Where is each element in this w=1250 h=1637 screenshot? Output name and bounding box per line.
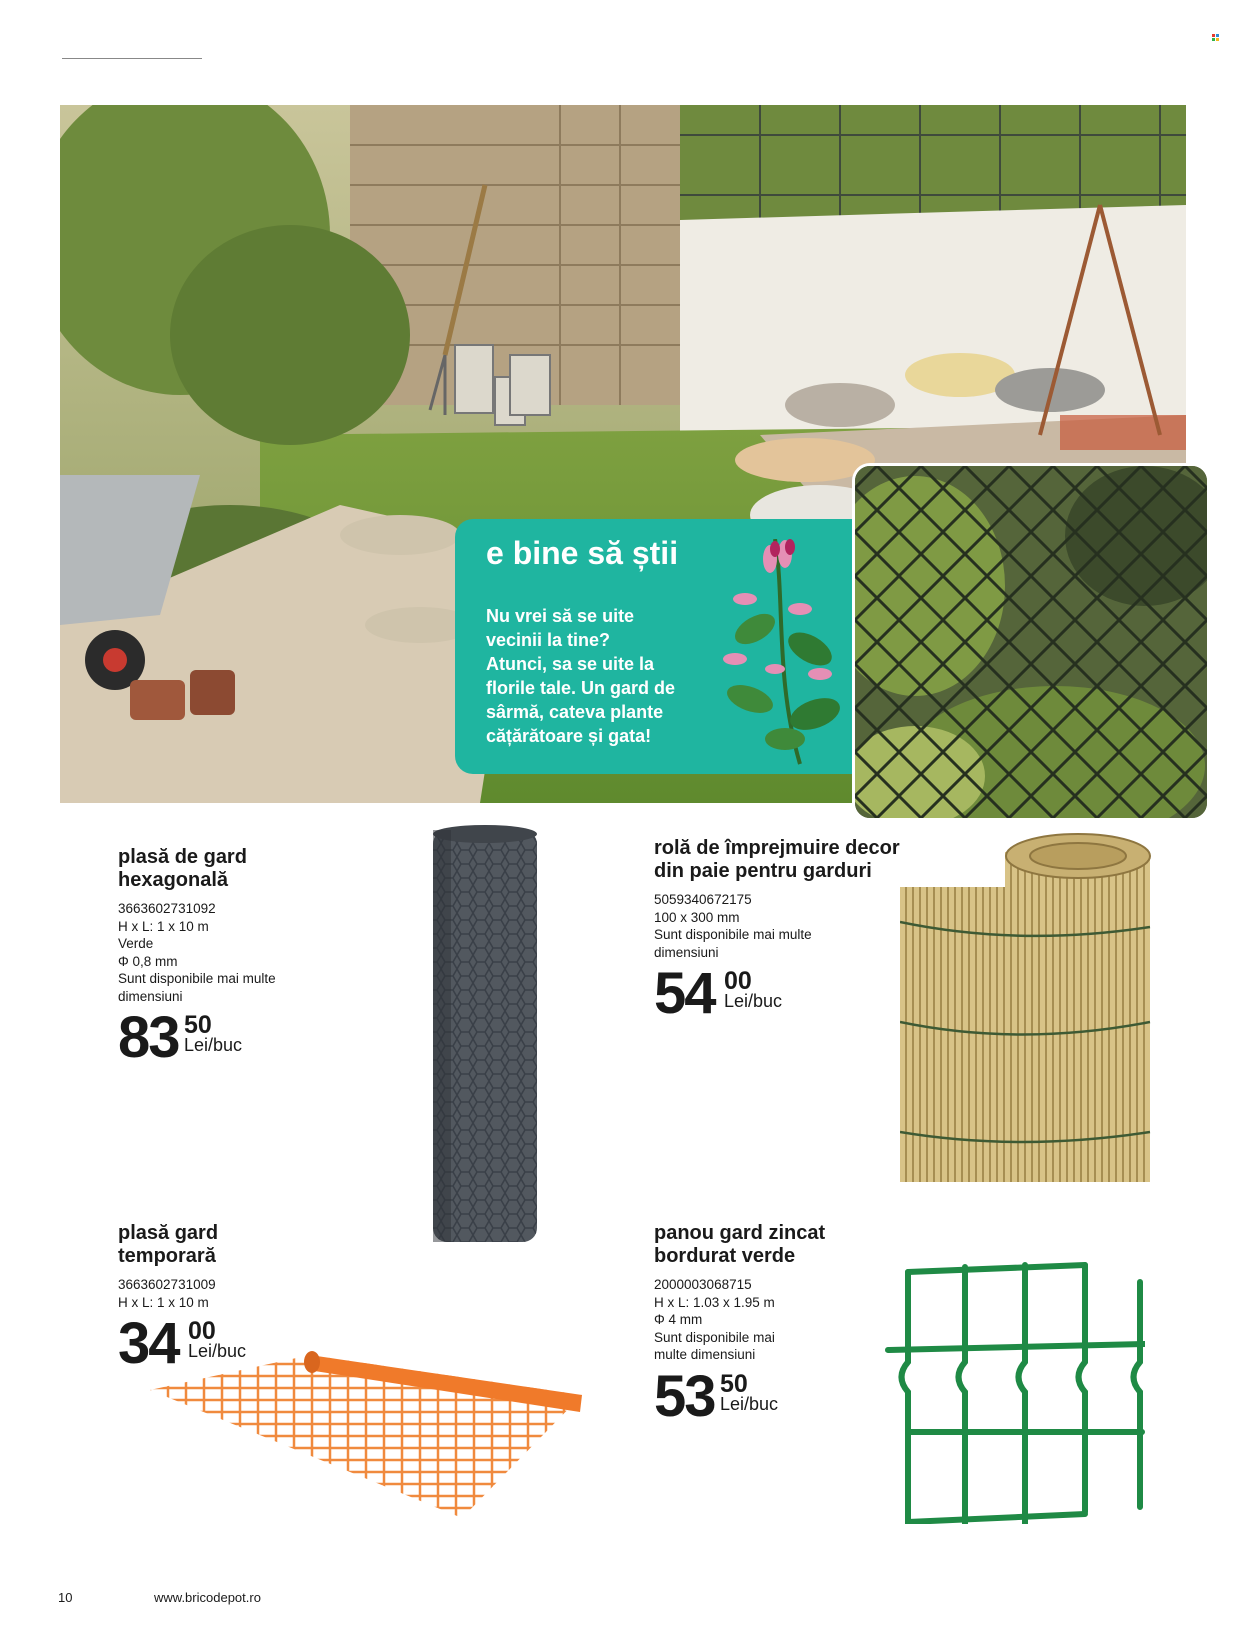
price-decimal: 50	[720, 1369, 748, 1398]
product-name: rolă de împrejmuire decor din paie pentru garduri	[654, 837, 900, 882]
product-diameter: Φ 0,8 mm	[118, 953, 178, 969]
price-tag	[654, 961, 934, 1026]
product-code: 2000003068715	[654, 1277, 752, 1292]
chain-link-fence-photo	[852, 463, 1210, 821]
price-integer: 54	[654, 961, 715, 1026]
hexagonal-mesh-roll-image	[425, 822, 545, 1249]
price-unit: Lei/buc	[724, 991, 783, 1011]
product-note-2: dimensiuni	[118, 988, 183, 1004]
product-size: H x L: 1 x 10 m	[118, 918, 209, 934]
product-name: panou gard zincat bordurat verde	[654, 1222, 826, 1267]
tip-box	[455, 519, 860, 774]
price-decimal: 00	[188, 1317, 216, 1345]
product-code: 3663602731092	[118, 901, 216, 916]
product-code: 5059340672175	[654, 892, 752, 907]
footer-url[interactable]: www.bricodepot.ro	[154, 1590, 261, 1605]
top-rule	[62, 58, 202, 59]
page-number: 10	[58, 1590, 73, 1605]
product-name: plasă gard temporară	[118, 1222, 219, 1267]
price-unit: Lei/buc	[184, 1035, 243, 1055]
honeysuckle-illustration	[715, 539, 855, 769]
product-name: plasă de gard hexagonală	[118, 846, 247, 891]
product-hexagonal-mesh	[118, 846, 418, 1069]
product-note: Sunt disponibile mai multe	[118, 971, 276, 986]
corner-mark	[1212, 34, 1219, 41]
price-decimal: 50	[184, 1011, 212, 1039]
green-panel-image	[880, 1262, 1145, 1524]
product-straw-roll	[654, 837, 934, 1025]
product-details	[118, 900, 418, 1005]
product-details	[118, 1276, 378, 1311]
tip-text: Nu vrei să se uite vecinii la tine? Atunci, sa se uite la florile tale. Un gard de sârmă, cateva plante cățărătoare și gata!	[486, 606, 676, 746]
price-unit: Lei/buc	[188, 1341, 247, 1361]
product-note: Sunt disponibile mai	[654, 1329, 775, 1345]
product-details	[654, 891, 934, 961]
product-diameter: Φ 4 mm	[654, 1312, 703, 1327]
price-integer: 34	[118, 1311, 179, 1376]
product-note-2: dimensiuni	[654, 944, 719, 960]
tip-title: e bine să știi	[486, 535, 679, 571]
product-galvanized-panel	[654, 1222, 914, 1428]
product-note-2: multe dimensiuni	[654, 1347, 756, 1362]
orange-mesh-image	[150, 1340, 590, 1522]
price-tag	[654, 1363, 914, 1429]
product-size: H x L: 1 x 10 m	[118, 1294, 209, 1310]
product-note: Sunt disponibile mai multe	[654, 927, 812, 942]
straw-roll-image	[900, 832, 1152, 1182]
product-size: H x L: 1.03 x 1.95 m	[654, 1294, 775, 1310]
product-size: 100 x 300 mm	[654, 909, 740, 925]
price-tag	[118, 1005, 418, 1070]
price-integer: 83	[118, 1005, 179, 1070]
product-color: Verde	[118, 936, 154, 951]
product-code: 3663602731009	[118, 1277, 216, 1292]
price-unit: Lei/buc	[720, 1393, 779, 1414]
product-details	[654, 1276, 914, 1364]
price-decimal: 00	[724, 967, 752, 995]
price-integer: 53	[654, 1363, 715, 1429]
